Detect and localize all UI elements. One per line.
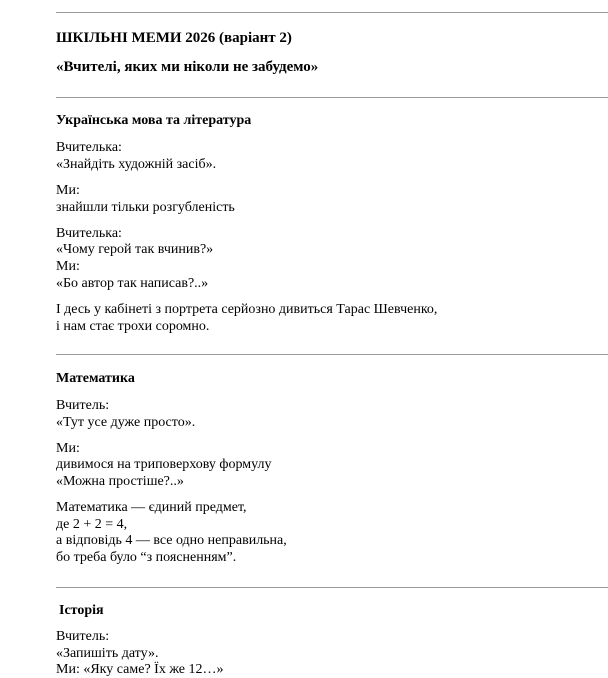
text-line: бо треба було “з поясненням”. xyxy=(56,550,237,565)
text-line: і нам стає трохи соромно. xyxy=(56,319,210,334)
document-title: ШКІЛЬНІ МЕМИ 2026 (варіант 2) xyxy=(56,30,292,46)
text-line: дивимося на триповерхову формулу xyxy=(56,457,272,472)
divider xyxy=(56,354,608,355)
text-line: «Запишіть дату». xyxy=(56,646,159,661)
text-line: «Чому герой так вчинив?» xyxy=(56,242,214,257)
section-heading: Українська мова та література xyxy=(56,113,252,128)
text-line: «Можна простіше?..» xyxy=(56,474,184,489)
text-line: Ми: «Яку саме? Їх же 12…» xyxy=(56,662,224,677)
text-line: Ми: xyxy=(56,259,80,274)
text-line: Вчителька: xyxy=(56,140,122,155)
section-heading: Математика xyxy=(56,371,135,386)
text-line: «Бо автор так написав?..» xyxy=(56,276,209,291)
text-line: «Тут усе дуже просто». xyxy=(56,415,196,430)
divider xyxy=(56,12,608,13)
text-line: Вчителька: xyxy=(56,226,122,241)
text-line: «Знайдіть художній засіб». xyxy=(56,157,217,172)
text-line: Вчитель: xyxy=(56,398,110,413)
document-subtitle: «Вчителі, яких ми ніколи не забудемо» xyxy=(56,59,319,75)
text-line: знайшли тільки розгубленість xyxy=(56,200,235,215)
section-heading: Історія xyxy=(59,603,104,618)
text-line: Ми: xyxy=(56,183,80,198)
text-line: І десь у кабінеті з портрета серйозно дивиться Тарас Шевченко, xyxy=(56,302,438,317)
text-line: де 2 + 2 = 4, xyxy=(56,517,128,532)
text-line: а відповідь 4 — все одно неправильна, xyxy=(56,533,287,548)
divider xyxy=(56,587,608,588)
text-line: Ми: xyxy=(56,441,80,456)
text-line: Вчитель: xyxy=(56,629,110,644)
divider xyxy=(56,97,608,98)
text-line: Математика — єдиний предмет, xyxy=(56,500,247,515)
